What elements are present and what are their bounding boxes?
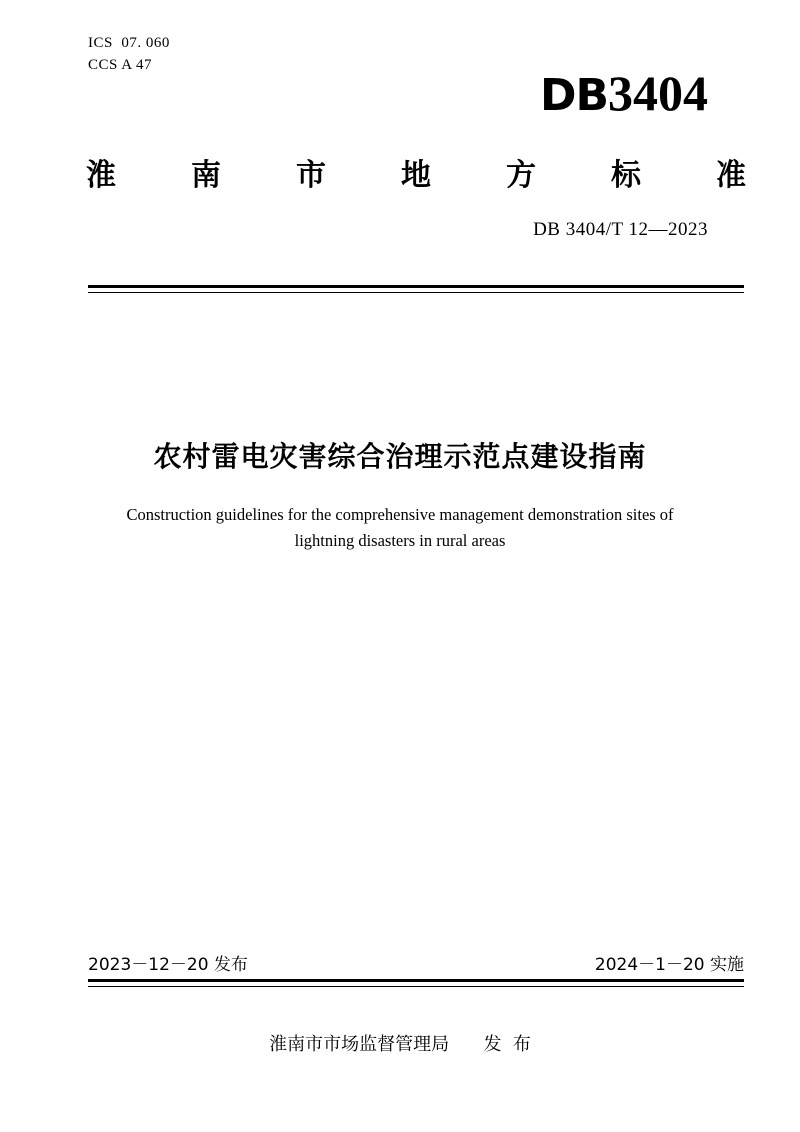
footer-divider-thick xyxy=(88,979,744,982)
header-divider-thin xyxy=(88,292,744,293)
org-char-1: 南 xyxy=(191,158,221,193)
standard-number: DB 3404/T 12—2023 xyxy=(533,219,708,240)
org-char-3: 地 xyxy=(401,158,431,193)
document-title-english xyxy=(100,502,700,553)
standard-org-title xyxy=(86,150,746,194)
publisher-line: 淮南市市场监督管理局 发 布 xyxy=(269,1034,531,1055)
org-char-4: 方 xyxy=(506,158,536,193)
header-divider-thick xyxy=(88,285,744,288)
ccs-code: CCS A 47 xyxy=(88,56,153,73)
db-prefix-text: DB xyxy=(539,70,608,121)
db-standard-mark xyxy=(539,65,708,121)
footer-divider-thin xyxy=(88,986,744,987)
english-title-line-2: lightning disasters in rural areas xyxy=(294,530,506,550)
document-title-chinese: 农村雷电灾害综合治理示范点建设指南 xyxy=(153,440,647,473)
english-title-line-1: Construction guidelines for the comprehensive management demonstration sites of xyxy=(126,505,674,524)
ics-code: ICS 07. 060 xyxy=(88,35,170,51)
org-char-2: 市 xyxy=(296,158,326,193)
org-char-5: 标 xyxy=(611,158,641,193)
issue-date: 2023－12－20 发布 xyxy=(88,955,248,975)
db-number-text: 3404 xyxy=(608,65,708,121)
effective-date: 2024－1－20 实施 xyxy=(594,955,744,975)
org-char-0: 淮 xyxy=(86,158,116,193)
date-row xyxy=(88,950,744,975)
org-char-6: 准 xyxy=(716,158,746,193)
classification-codes xyxy=(88,33,170,77)
